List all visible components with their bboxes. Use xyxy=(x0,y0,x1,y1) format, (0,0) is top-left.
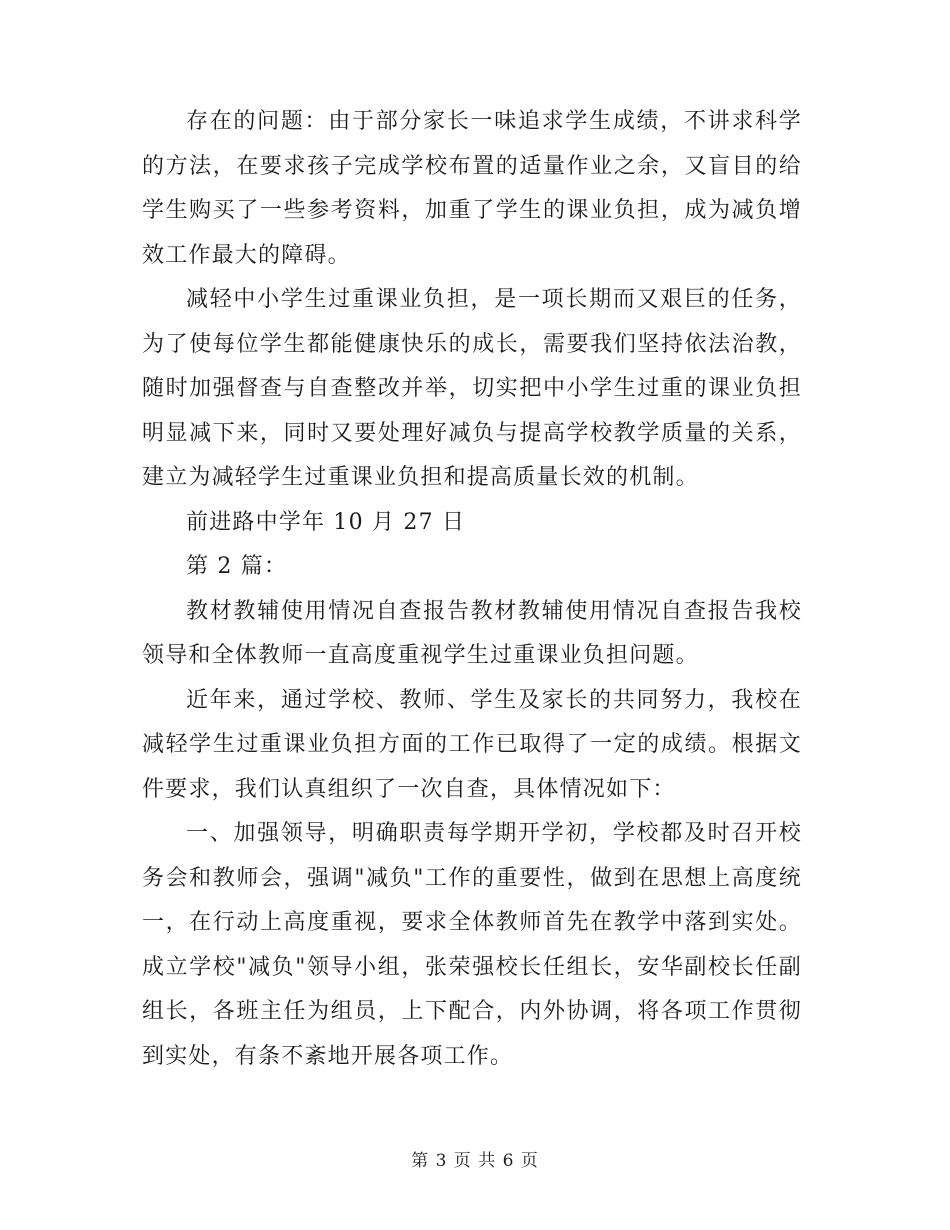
paragraph-reduce-burden: 减轻中小学生过重课业负担，是一项长期而又艰巨的任务，为了使每位学生都能健康快乐的成长，需要我们坚持依法治教，随时加强督查与自查整改并举，切实把中小学生过重的课业负担明显减下来，同时又要处理好减负与提高学校教学质量的关系，建立为减轻学生过重课业负担和提高质量长效的机制。 xyxy=(142,287,802,490)
document-body xyxy=(142,100,802,1079)
paragraph-leadership: 一、加强领导，明确职责每学期开学初，学校都及时召开校务会和教师会，强调"减负"工作的重要性，做到在思想上高度统一，在行动上高度重视，要求全体教师首先在教学中落到实处。成立学校"减负"领导小组，张荣强校长任组长，安华副校长任副组长，各班主任为组员，上下配合，内外协调，将各项工作贯彻到实处，有条不紊地开展各项工作。 xyxy=(142,821,802,1069)
page-number-footer: 第 3 页 共 6 页 xyxy=(411,1151,539,1171)
paragraph-recent-years: 近年来，通过学校、教师、学生及家长的共同努力，我校在减轻学生过重课业负担方面的工作已取得了一定的成绩。根据文件要求，我们认真组织了一次自查，具体情况如下： xyxy=(142,687,802,802)
paragraph-report-intro: 教材教辅使用情况自查报告教材教辅使用情况自查报告我校领导和全体教师一直高度重视学生过重课业负担问题。 xyxy=(142,598,802,668)
paragraph-section-heading: 第 2 篇： xyxy=(186,554,288,579)
paragraph-signature-date: 前进路中学年 10 月 27 日 xyxy=(186,509,466,535)
paragraph-problems: 存在的问题：由于部分家长一味追求学生成绩，不讲求科学的方法，在要求孩子完成学校布置的适量作业之余，又盲目的给学生购买了一些参考资料，加重了学生的课业负担，成为减负增效工作最大的障碍。 xyxy=(142,109,802,268)
